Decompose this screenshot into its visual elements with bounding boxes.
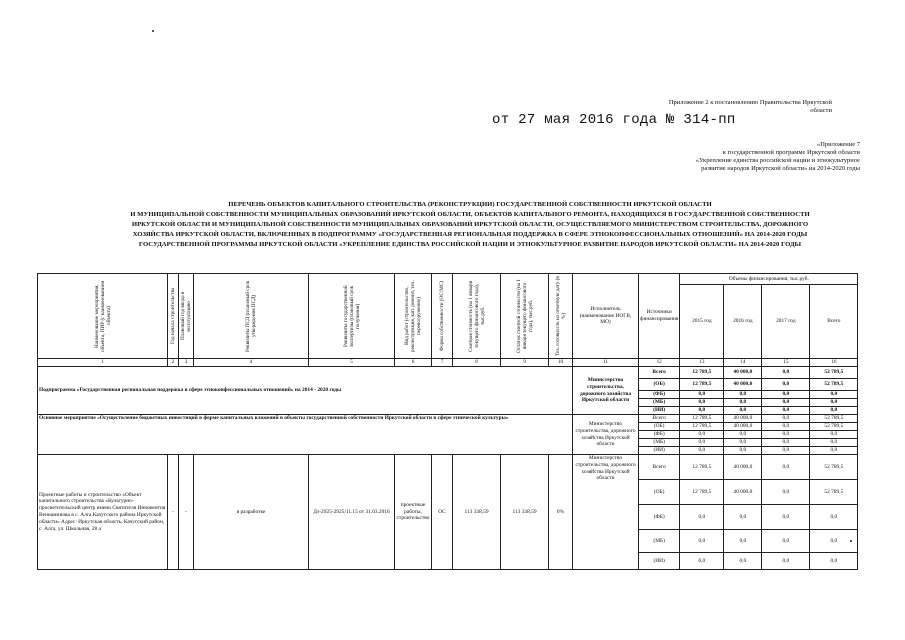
colnum: 4 [194,359,309,367]
source-cell: (ИИ) [639,407,680,415]
object-readiness: 0% [549,455,573,570]
colnum: 11 [573,359,639,367]
header-row-1 [38,274,858,285]
subprogram-executor: Министерство строительства, дорожного хозяйства Иркутской области [573,367,639,415]
value-total: 52 789,5 [810,480,858,505]
colnum: 16 [810,359,858,367]
value-2016: 40 000,0 [724,367,762,379]
source-cell: (ОБ) [639,423,680,431]
value-2017: 0,0 [762,423,810,431]
value-2016: 0,0 [724,553,762,570]
value-2016: 40 000,0 [724,455,762,480]
colnum: 10 [549,359,573,367]
value-2015: 0,0 [680,530,724,553]
value-2016: 0,0 [724,447,762,455]
document-title [40,200,900,250]
value-2016: 0,0 [724,530,762,553]
value-total: 0,0 [810,447,858,455]
value-total: 52 789,5 [810,423,858,431]
activity-row [38,415,858,423]
header-c11: Исполнитель (наименование ИОГВ, МО) [573,274,639,359]
source-cell: (МБ) [639,530,680,553]
source-cell: Всего [639,455,680,480]
object-work-type: проектные работы, строительство [395,455,432,570]
appendix-line2: области [810,107,832,114]
header-c3: Плановый год ввода в эксплуатацию [179,274,194,359]
value-2016: 0,0 [724,439,762,447]
header-2017: 2017 год [762,285,810,359]
object-psd: в разработке [194,455,309,570]
value-total: 0,0 [810,530,858,553]
source-cell: (ИИ) [639,447,680,455]
value-2016: 0,0 [724,391,762,399]
value-2015: 12 789,5 [680,455,724,480]
object-name: Проектные работы и строительство «Объект капитального строительства «Культурно-просветительский центр имени Святителя Иннокентия Вениаминова в с. Алга Качугского района Иркутской области» Адрес: Иркутская область, Качугский район, с. Алга, ул. Школьная, 28 а [38,455,168,570]
decree-stamp: от 27 мая 2016 года № 314-пп [492,112,736,128]
header-c2: Год начала строительства [168,274,179,359]
source-cell: (ОБ) [639,379,680,391]
value-2015: 12 789,5 [680,415,724,423]
value-2015: 12 789,5 [680,379,724,391]
value-2015: 12 789,5 [680,367,724,379]
value-total: 0,0 [810,399,858,407]
subprogram-name: Подпрограмма «Государственная региональная поддержка в сфере этноконфессиональных отношений» на 2014 - 2020 годы [38,367,573,415]
header-c1: Наименование мероприятия, объекта, ПИР (с наименованием объекта) [38,274,168,359]
object-expertise: Дз-2925-2925/11.15 от 31.03.2016 [309,455,395,570]
value-2017: 0,0 [762,505,810,530]
header-c9: Остаток сметной стоимости (на 1 января текущего финансового года), тыс.руб. [501,274,549,359]
title-line2: И МУНИЦИПАЛЬНОЙ СОБСТВЕННОСТИ МУНИЦИПАЛЬНЫХ ОБРАЗОВАНИЙ ИРКУТСКОЙ ОБЛАСТИ, ОБЪЕКТОВ КАПИТАЛЬНОГО РЕМОНТА, НАХОДЯЩИХСЯ В ГОСУДАРСТВЕННОЙ СОБСТВЕННОСТИ [130,211,810,218]
value-2017: 0,0 [762,399,810,407]
value-2016: 40 000,0 [724,423,762,431]
value-total: 0,0 [810,431,858,439]
objects-table [37,273,858,570]
header-c8: Сметная стоимость (на 1 января текущего финансового года), тыс.руб. [453,274,501,359]
activity-executor: Министерство строительства, дорожного хозяйства Иркутской области [573,415,639,455]
value-2016: 0,0 [724,431,762,439]
column-numbers-row [38,359,858,367]
value-2016: 0,0 [724,407,762,415]
colnum: 2 [168,359,179,367]
value-2015: 12 789,5 [680,480,724,505]
value-2017: 0,0 [762,530,810,553]
object-plan-year: - [179,455,194,570]
source-cell: Всего [639,415,680,423]
title-line3: ИРКУТСКОЙ ОБЛАСТИ И МУНИЦИПАЛЬНОЙ СОБСТВЕННОСТИ МУНИЦИПАЛЬНЫХ ОБРАЗОВАНИЙ ИРКУТСКОЙ ОБЛАСТИ, ОСУЩЕСТВЛЯЕМОГО МИНИСТЕРСТВОМ СТРОИТЕЛЬСТВА, ДОРОЖНОГО [131,221,809,228]
header-2016: 2016 год [724,285,762,359]
value-total: 0,0 [810,505,858,530]
value-2016: 0,0 [724,399,762,407]
object-executor: Министерство строительства, дорожного хозяйства Иркутской области [573,455,639,570]
colnum: 15 [762,359,810,367]
source-cell: (ФБ) [639,391,680,399]
value-2017: 0,0 [762,447,810,455]
value-2015: 0,0 [680,407,724,415]
object-remainder: 113 338,59 [501,455,549,570]
colnum: 12 [639,359,680,367]
prilozhenie-note [696,141,860,173]
value-2017: 0,0 [762,480,810,505]
value-2015: 0,0 [680,505,724,530]
value-2015: 0,0 [680,431,724,439]
value-total: 0,0 [810,391,858,399]
colnum: 8 [453,359,501,367]
value-2015: 0,0 [680,439,724,447]
scan-speck [152,30,154,32]
value-2017: 0,0 [762,439,810,447]
source-cell: (ОБ) [639,480,680,505]
source-cell: (ФБ) [639,431,680,439]
value-total: 0,0 [810,439,858,447]
object-row [38,455,858,480]
object-ownership: ОС [432,455,453,570]
value-2017: 0,0 [762,455,810,480]
colnum: 7 [432,359,453,367]
value-2017: 0,0 [762,415,810,423]
value-2017: 0,0 [762,431,810,439]
source-cell: Всего [639,367,680,379]
title-line5: ГОСУДАРСТВЕННОЙ ПРОГРАММЫ ИРКУТСКОЙ ОБЛАСТИ «УКРЕПЛЕНИЕ ЕДИНСТВА РОССИЙСКОЙ НАЦИИ И ЭТНОКУЛЬТУРНОЕ РАЗВИТИЕ НАРОДОВ ИРКУТСКОЙ ОБЛАСТИ» НА 2014-2020 ГОДЫ [138,241,802,248]
colnum: 14 [724,359,762,367]
colnum: 3 [179,359,194,367]
value-2016: 40 000,0 [724,415,762,423]
header-2015: 2015 год [680,285,724,359]
value-2017: 0,0 [762,379,810,391]
colnum: 6 [395,359,432,367]
header-c12: Источники финансирования [639,274,680,359]
value-total: 52 789,5 [810,367,858,379]
value-2015: 12 789,5 [680,423,724,431]
prilozhenie-line4: развитие народов Иркутской области» на 2014-2020 годы [701,165,860,172]
subprogram-row [38,367,858,379]
prilozhenie-line3: «Укрепление единства российской нации и этнокультурное [695,157,860,164]
value-2017: 0,0 [762,407,810,415]
source-cell: (МБ) [639,439,680,447]
header-funding: Объемы финансирования, тыс.руб. [680,274,858,285]
value-total: 0,0 [810,407,858,415]
value-total: 0,0 [810,553,858,570]
prilozhenie-line2: к государственной программе Иркутской области [722,149,860,156]
header-c7: Форма собственности (ОС/МС) [432,274,453,359]
title-line4: ХОЗЯЙСТВА ИРКУТСКОЙ ОБЛАСТИ, ВКЛЮЧЕННЫХ В ПОДПРОГРАММУ «ГОСУДАРСТВЕННАЯ РЕГИОНАЛЬНАЯ ПОДДЕРЖКА В СФЕРЕ ЭТНОКОНФЕССИОНАЛЬНЫХ ОТНОШЕНИЙ» НА 2014-2020 ГОДЫ [132,231,808,238]
object-start-year: - [168,455,179,570]
value-2015: 0,0 [680,447,724,455]
header-total: Всего [810,285,858,359]
colnum: 9 [501,359,549,367]
header-c6: Вид работ (строительство, реконструкция, кап. ремонт, тех. перевооружение) [395,274,432,359]
header-c10: Тех. готовность на отчетную дату (в %) [549,274,573,359]
object-estimate: 113 338,59 [453,455,501,570]
header-c4: Реквизиты ПСД (плановый срок утверждения ПСД) [194,274,309,359]
value-2015: 0,0 [680,391,724,399]
value-2017: 0,0 [762,367,810,379]
source-cell: (МБ) [639,399,680,407]
title-line1: ПЕРЕЧЕНЬ ОБЪЕКТОВ КАПИТАЛЬНОГО СТРОИТЕЛЬСТВА (РЕКОНСТРУКЦИИ) ГОСУДАРСТВЕННОЙ СОБСТВЕННОСТИ ИРКУТСКОЙ ОБЛАСТИ [228,201,712,208]
value-2015: 0,0 [680,399,724,407]
appendix-line1: Приложение 2 к постановлению Правительства Иркутской [668,99,832,106]
source-cell: (ИИ) [639,553,680,570]
value-2016: 40 000,0 [724,379,762,391]
value-2016: 40 000,0 [724,480,762,505]
colnum: 5 [309,359,395,367]
value-2017: 0,0 [762,553,810,570]
source-cell: (ФБ) [639,505,680,530]
colnum: 13 [680,359,724,367]
activity-name: Основное мероприятие «Осуществление бюджетных инвестиций в форме капитальных вложений в объекты государственной собственности Иркутской области в сфере этнической культуры» [38,415,573,455]
prilozhenie-line1: «Приложение 7 [816,141,860,148]
value-total: 52 789,5 [810,455,858,480]
value-total: 52 789,5 [810,379,858,391]
value-2015: 0,0 [680,553,724,570]
header-c5: Реквизиты государственной экспертизы (плановый срок получения) [309,274,395,359]
colnum: 1 [38,359,168,367]
value-2016: 0,0 [724,505,762,530]
value-2017: 0,0 [762,391,810,399]
value-total: 52 789,5 [810,415,858,423]
